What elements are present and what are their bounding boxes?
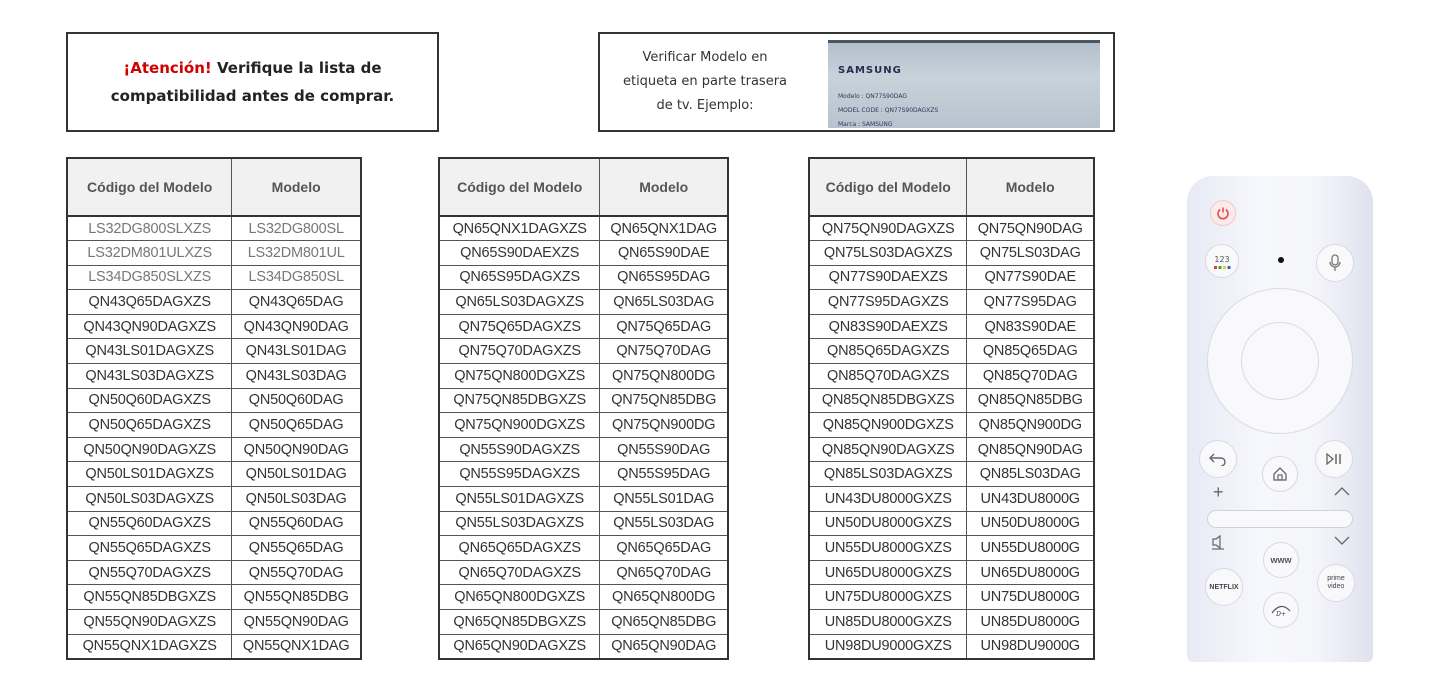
- model-code-cell: QN55QN90DAGXZS: [67, 610, 232, 635]
- model-code-cell: UN75DU8000GXZS: [809, 585, 967, 610]
- table-row: [809, 216, 1094, 241]
- model-cell: QN55QN85DBG: [232, 585, 361, 610]
- model-code-cell: QN65QN85DBGXZS: [439, 610, 600, 635]
- table-row: [809, 437, 1094, 462]
- model-code-cell: LS32DM801ULXZS: [67, 241, 232, 266]
- model-cell: QN65QN85DBG: [600, 610, 728, 635]
- model-code-cell: QN65QN800DGXZS: [439, 585, 600, 610]
- model-cell: QN85Q65DAG: [967, 339, 1094, 364]
- table-row: [439, 536, 728, 561]
- model-cell: UN55DU8000G: [967, 536, 1094, 561]
- table-row: [809, 610, 1094, 635]
- table-row: [67, 536, 361, 561]
- model-cell: LS32DG800SL: [232, 216, 361, 241]
- model-code-cell: QN65Q65DAGXZS: [439, 536, 600, 561]
- table-row: [809, 536, 1094, 561]
- model-cell: QN85QN900DG: [967, 413, 1094, 438]
- model-code-cell: QN75Q70DAGXZS: [439, 339, 600, 364]
- header-model-code: Código del Modelo: [67, 158, 232, 216]
- model-code-cell: QN55LS01DAGXZS: [439, 487, 600, 512]
- model-code-cell: QN50LS01DAGXZS: [67, 462, 232, 487]
- table-row: [439, 364, 728, 389]
- channel-up-icon: [1333, 484, 1351, 501]
- power-icon: [1210, 200, 1236, 226]
- table-row: [67, 511, 361, 536]
- model-cell: QN65QN90DAG: [600, 634, 728, 659]
- model-code-cell: QN65QN90DAGXZS: [439, 634, 600, 659]
- model-code-cell: QN65S95DAGXZS: [439, 265, 600, 290]
- warning-line1: Verifique la lista de: [211, 59, 382, 77]
- table-row: [67, 339, 361, 364]
- table-row: [67, 388, 361, 413]
- model-code-cell: QN75LS03DAGXZS: [809, 241, 967, 266]
- model-code-cell: QN55LS03DAGXZS: [439, 511, 600, 536]
- model-code-cell: QN50QN90DAGXZS: [67, 437, 232, 462]
- table-row: [809, 339, 1094, 364]
- model-code-cell: QN50Q65DAGXZS: [67, 413, 232, 438]
- table-row: [439, 487, 728, 512]
- model-cell: QN65Q70DAG: [600, 560, 728, 585]
- model-cell: QN75QN90DAG: [967, 216, 1094, 241]
- table-row: [67, 241, 361, 266]
- model-cell: UN75DU8000G: [967, 585, 1094, 610]
- compatibility-table-2: [438, 157, 729, 660]
- model-cell: QN55LS03DAG: [600, 511, 728, 536]
- model-code-cell: UN85DU8000GXZS: [809, 610, 967, 635]
- table-row: [439, 560, 728, 585]
- model-cell: QN65QNX1DAG: [600, 216, 728, 241]
- table-row: [439, 265, 728, 290]
- back-icon: [1199, 440, 1237, 478]
- model-code-cell: QN65Q70DAGXZS: [439, 560, 600, 585]
- model-code-cell: UN50DU8000GXZS: [809, 511, 967, 536]
- model-code-cell: LS34DG850SLXZS: [67, 265, 232, 290]
- play-pause-icon: [1315, 440, 1353, 478]
- volume-plus-icon: +: [1213, 482, 1224, 502]
- model-code-cell: QN65QNX1DAGXZS: [439, 216, 600, 241]
- table-row: [67, 437, 361, 462]
- table-row: [67, 290, 361, 315]
- compatibility-table-1: [66, 157, 362, 660]
- model-code-cell: QN65LS03DAGXZS: [439, 290, 600, 315]
- table-row: [809, 511, 1094, 536]
- model-code-cell: QN43LS03DAGXZS: [67, 364, 232, 389]
- model-cell: QN55Q60DAG: [232, 511, 361, 536]
- table-row: [439, 241, 728, 266]
- table-row: [809, 314, 1094, 339]
- svg-text:123: 123: [1214, 255, 1230, 264]
- label-model-line: Modelo : QN77S90DAG: [838, 93, 907, 100]
- model-code-cell: UN65DU8000GXZS: [809, 560, 967, 585]
- mute-icon: [1211, 534, 1225, 554]
- table-row: [67, 634, 361, 659]
- table-row: [809, 265, 1094, 290]
- table-row: [809, 585, 1094, 610]
- model-code-cell: QN77S90DAEXZS: [809, 265, 967, 290]
- table-row: [67, 413, 361, 438]
- table-row: [809, 487, 1094, 512]
- header-model: Modelo: [600, 158, 728, 216]
- header-model-code: Código del Modelo: [439, 158, 600, 216]
- table-row: [809, 560, 1094, 585]
- model-cell: QN77S95DAG: [967, 290, 1094, 315]
- model-code-cell: QN43Q65DAGXZS: [67, 290, 232, 315]
- model-cell: QN85Q70DAG: [967, 364, 1094, 389]
- table-row: [439, 413, 728, 438]
- disney-plus-button-icon: [1263, 592, 1299, 628]
- model-cell: QN43QN90DAG: [232, 314, 361, 339]
- table-row: [439, 314, 728, 339]
- microphone-icon: [1316, 244, 1354, 282]
- model-cell: QN65Q65DAG: [600, 536, 728, 561]
- model-cell: UN85DU8000G: [967, 610, 1094, 635]
- number-color-icon: [1205, 244, 1239, 278]
- model-cell: QN85QN90DAG: [967, 437, 1094, 462]
- model-code-cell: QN55Q70DAGXZS: [67, 560, 232, 585]
- model-code-cell: QN55Q60DAGXZS: [67, 511, 232, 536]
- table-row: [67, 560, 361, 585]
- home-icon: [1262, 456, 1298, 492]
- warning-line2: compatibilidad antes de comprar.: [110, 87, 395, 105]
- model-cell: QN50LS03DAG: [232, 487, 361, 512]
- model-cell: QN50Q60DAG: [232, 388, 361, 413]
- label-brand-logo: SAMSUNG: [838, 65, 902, 76]
- table-row: [809, 634, 1094, 659]
- navigation-ring: [1207, 288, 1353, 434]
- table-row: [439, 290, 728, 315]
- model-code-cell: LS32DG800SLXZS: [67, 216, 232, 241]
- table-row: [439, 585, 728, 610]
- model-cell: QN65QN800DG: [600, 585, 728, 610]
- table-row: [809, 462, 1094, 487]
- model-cell: LS32DM801UL: [232, 241, 361, 266]
- compatibility-table-3: [808, 157, 1095, 660]
- mic-led-icon: [1278, 257, 1284, 263]
- model-cell: QN43Q65DAG: [232, 290, 361, 315]
- model-cell: QN55S90DAG: [600, 437, 728, 462]
- table-row: [439, 437, 728, 462]
- model-cell: QN65S95DAG: [600, 265, 728, 290]
- volume-channel-rocker: [1207, 510, 1353, 528]
- channel-down-icon: [1333, 534, 1351, 551]
- label-brand-line: Marca : SAMSUNG: [838, 121, 893, 128]
- model-code-cell: UN55DU8000GXZS: [809, 536, 967, 561]
- header-model: Modelo: [967, 158, 1094, 216]
- model-code-cell: QN65S90DAEXZS: [439, 241, 600, 266]
- table-row: [439, 634, 728, 659]
- model-cell: QN75QN85DBG: [600, 388, 728, 413]
- model-code-cell: QN85QN85DBGXZS: [809, 388, 967, 413]
- model-code-cell: QN55QN85DBGXZS: [67, 585, 232, 610]
- header-model-code: Código del Modelo: [809, 158, 967, 216]
- table-row: [809, 364, 1094, 389]
- verify-line-1: Verificar Modelo en: [642, 50, 768, 65]
- model-cell: QN85LS03DAG: [967, 462, 1094, 487]
- model-cell: QN83S90DAE: [967, 314, 1094, 339]
- model-cell: LS34DG850SL: [232, 265, 361, 290]
- model-cell: QN75LS03DAG: [967, 241, 1094, 266]
- table-row: [439, 388, 728, 413]
- table-row: [439, 462, 728, 487]
- model-code-cell: QN75QN90DAGXZS: [809, 216, 967, 241]
- model-cell: QN43LS01DAG: [232, 339, 361, 364]
- table-row: [439, 610, 728, 635]
- model-cell: QN85QN85DBG: [967, 388, 1094, 413]
- svg-text:D+: D+: [1276, 611, 1286, 617]
- model-cell: QN55QN90DAG: [232, 610, 361, 635]
- model-code-cell: QN75QN800DGXZS: [439, 364, 600, 389]
- header-model: Modelo: [232, 158, 361, 216]
- model-cell: QN65S90DAE: [600, 241, 728, 266]
- model-code-cell: QN50LS03DAGXZS: [67, 487, 232, 512]
- model-cell: QN50Q65DAG: [232, 413, 361, 438]
- table-row: [809, 388, 1094, 413]
- model-code-cell: QN85QN900DGXZS: [809, 413, 967, 438]
- table-row: [439, 216, 728, 241]
- model-cell: QN75Q65DAG: [600, 314, 728, 339]
- model-cell: QN55Q65DAG: [232, 536, 361, 561]
- table-row: [809, 413, 1094, 438]
- table-row: [67, 610, 361, 635]
- model-code-cell: QN85QN90DAGXZS: [809, 437, 967, 462]
- model-code-cell: UN98DU9000GXZS: [809, 634, 967, 659]
- model-cell: QN55LS01DAG: [600, 487, 728, 512]
- model-code-cell: QN50Q60DAGXZS: [67, 388, 232, 413]
- model-cell: UN50DU8000G: [967, 511, 1094, 536]
- table-row: [67, 364, 361, 389]
- model-cell: QN50QN90DAG: [232, 437, 361, 462]
- table-row: [67, 462, 361, 487]
- warning-box: [66, 32, 439, 132]
- table-row: [809, 241, 1094, 266]
- model-cell: QN43LS03DAG: [232, 364, 361, 389]
- model-code-cell: QN85Q70DAGXZS: [809, 364, 967, 389]
- model-code-cell: QN83S90DAEXZS: [809, 314, 967, 339]
- model-code-cell: QN55QNX1DAGXZS: [67, 634, 232, 659]
- verify-line-2: etiqueta en parte trasera: [622, 74, 788, 89]
- verify-model-box: [598, 32, 1115, 132]
- model-cell: QN75QN900DG: [600, 413, 728, 438]
- model-cell: QN55Q70DAG: [232, 560, 361, 585]
- verify-line-3: de tv. Ejemplo:: [656, 98, 754, 113]
- table-row: [439, 339, 728, 364]
- model-code-cell: QN43LS01DAGXZS: [67, 339, 232, 364]
- table-row: [67, 487, 361, 512]
- model-cell: QN75QN800DG: [600, 364, 728, 389]
- verify-instructions: [610, 46, 800, 118]
- model-code-cell: QN55S90DAGXZS: [439, 437, 600, 462]
- model-code-cell: QN75QN900DGXZS: [439, 413, 600, 438]
- model-cell: QN65LS03DAG: [600, 290, 728, 315]
- table-row: [67, 265, 361, 290]
- model-cell: UN43DU8000G: [967, 487, 1094, 512]
- model-code-cell: UN43DU8000GXZS: [809, 487, 967, 512]
- warning-text: [111, 54, 394, 110]
- tv-label-photo: [828, 40, 1100, 128]
- www-button-icon: www: [1263, 542, 1299, 578]
- model-code-cell: QN55Q65DAGXZS: [67, 536, 232, 561]
- model-code-cell: QN77S95DAGXZS: [809, 290, 967, 315]
- model-cell: UN65DU8000G: [967, 560, 1094, 585]
- table-row: [439, 511, 728, 536]
- table-row: [67, 314, 361, 339]
- model-code-cell: QN85LS03DAGXZS: [809, 462, 967, 487]
- model-code-cell: QN75Q65DAGXZS: [439, 314, 600, 339]
- model-cell: UN98DU9000G: [967, 634, 1094, 659]
- model-code-cell: QN75QN85DBGXZS: [439, 388, 600, 413]
- model-code-cell: QN55S95DAGXZS: [439, 462, 600, 487]
- model-cell: QN50LS01DAG: [232, 462, 361, 487]
- table-row: [67, 585, 361, 610]
- ok-button-icon: [1241, 322, 1319, 400]
- netflix-button-icon: NETFLIX: [1205, 568, 1243, 606]
- model-cell: QN55S95DAG: [600, 462, 728, 487]
- model-cell: QN55QNX1DAG: [232, 634, 361, 659]
- table-row: [67, 216, 361, 241]
- prime-video-button-icon: prime video: [1317, 564, 1355, 602]
- model-code-cell: QN43QN90DAGXZS: [67, 314, 232, 339]
- model-code-cell: QN85Q65DAGXZS: [809, 339, 967, 364]
- warning-attention: ¡Atención!: [123, 59, 212, 77]
- model-cell: QN75Q70DAG: [600, 339, 728, 364]
- remote-control-image: [1187, 176, 1373, 662]
- table-row: [809, 290, 1094, 315]
- label-code-line: MODEL CODE : QN77S90DAGXZS: [838, 107, 939, 114]
- model-cell: QN77S90DAE: [967, 265, 1094, 290]
